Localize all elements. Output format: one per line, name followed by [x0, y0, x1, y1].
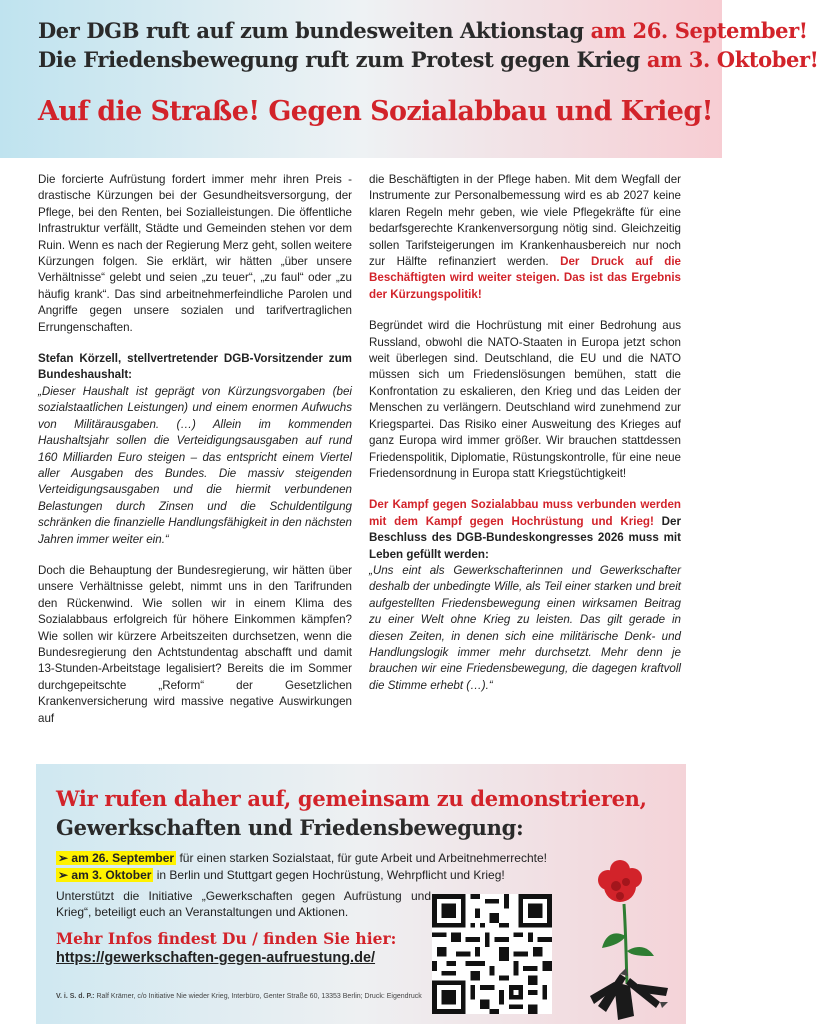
header-banner [0, 0, 818, 158]
paragraph-pflege [369, 172, 681, 303]
bullet-oktober-text: in Berlin und Stuttgart gegen Hochrüstung, Wehrpflicht und Krieg! [153, 868, 505, 882]
paragraph-russland: Begründet wird die Hochrüstung mit einer Bedrohung aus Russland, obwohl die NATO-Staaten in Europa jetzt schon weit überlegen sind. Deutschland, die EU und die NATO müssen sich um Friedenslösungen bemühen, statt die Konfrontation zu eskalieren, den Krieg und das Leiden der Menschen zu verlängern. Deutschland wird zunehmend zur Kriegspartei. Das Risiko einer Ausweitung des Krieges auf ganz Europa wird immer größer. Wir brauchen stattdessen Friedenspolitik, Diplomatie, Rüstungskontrolle, für eine neue Friedensordnung in Europa statt Kriegstüchtigkeit! [369, 319, 681, 480]
call-heading-line1: Wir rufen daher auf, gemeinsam zu demonstrieren, [56, 786, 647, 811]
quote-author: Stefan Körzell, stellvertretender DGB-Vorsitzender zum Bundeshaushalt: [38, 352, 352, 382]
text-column-right [369, 172, 681, 709]
kampf-red: Der Kampf gegen Sozialabbau muss verbunden werden mit dem Kampf gegen Hochrüstung und Krieg! [369, 498, 681, 528]
kampf-bold: Der Beschluss des DGB-Bundeskongresses 2026 muss mit Leben gefüllt werden: [369, 514, 681, 561]
header-lines [38, 16, 818, 74]
imprint [56, 992, 456, 1001]
info-heading: Mehr Infos findest Du / finden Sie hier: [56, 929, 397, 948]
bullet-september-text: für einen starken Sozialstaat, für gute Arbeit und Arbeitnehmerrechte! [176, 851, 547, 865]
carnation-rifles-illustration [580, 856, 680, 1024]
headline: Auf die Straße! Gegen Sozialabbau und Krieg! [38, 96, 713, 127]
paragraph-intro: Die forcierte Aufrüstung fordert immer mehr ihren Preis - drastische Kürzungen bei der Gesundheitsversorgung, der Pflege, bei den Renten, bei Sozialleistungen. Die öffentliche Infrastruktur verfällt, Städte und Gemeinden stehen vor dem Ruin. Wenn es nach der Regierung Merz geht, sollen weitere Kürzungen folgen. Sie erklärt, wir hätten „über unsere Verhältnisse“ gelebt und seien „zu teuer“, „zu faul“ oder „zu häufig krank“. Das sind arbeitnehmerfeindliche Parolen und Angriffe gegen unsere sozialen und tarifvertraglichen Errungenschaften. [38, 173, 352, 334]
call-heading-line2: Gewerkschaften und Friedensbewegung: [56, 815, 524, 840]
paragraph-pflege-red: Der Druck auf die Beschäftigten wird weiter steigen. Das ist das Ergebnis der Kürzungspolitik! [369, 255, 681, 301]
text-column-left [38, 172, 352, 742]
header-line1: Der DGB ruft auf zum bundesweiten Aktionstag [38, 18, 584, 43]
paragraph-pflege-text: die Beschäftigten in der Pflege haben. Mit dem Wegfall der Instrumente zur Personalbemessung wird es ab 2027 keine klaren Regeln mehr geben, wie viele Pflegekräfte für eine bedarfsgerechte Krankenversorgung nötig sind. Gleichzeitig sollen Tarifsteigerungen im Krankenhausbereich nur noch zur Hälfte refinanziert werden. [369, 173, 681, 269]
qr-code[interactable] [432, 894, 552, 1014]
imprint-label: V. i. S. d. P.: [56, 993, 95, 1000]
paragraph-tarif: Doch die Behauptung der Bundesregierung, wir hätten über unsere Verhältnisse gelebt, nimmt uns in den Tarifrunden den Rückenwind. Wie sollen wir in einem Klima des Sozialabbaus erfolgreich für höhere Einkommen kämpfen? Wie sollen wir kürzere Arbeitszeiten durchsetzen, wenn die Bundesregierung den Achtstundentag abschafft und damit 13-Stunden-Arbeitstage legalisiert? Bereits die im Sommer durchgepeitschte „Reform“ der Gesetzlichen Krankenversicherung wird massive negative Auswirkungen auf [38, 563, 352, 725]
quote-koerzell: „Dieser Haushalt ist geprägt von Kürzungsvorgaben (bei sozialstaatlichen Leistungen) und einem enormen Aufwuchs von Militärausgaben. (…) Allein im kommenden Haushaltsjahr sollen die Verteidigungsausgaben auf rund 160 Milliarden Euro steigen – das entspricht einem Viertel aller Ausgaben des Bundes. Die massiv steigenden Verteidigungsausgaben und die hiermit verbundenen Belastungen durch Zinsen und die Schuldentilgung schränken die finanzielle Handlungsfähigkeit in den nächsten Jahren immer weiter ein.“ [38, 384, 352, 546]
bullet-september-date: ➢ am 26. September [58, 851, 175, 865]
header-line2-date: am 3. Oktober! [646, 47, 818, 72]
quote-dgb-beschluss: „Uns eint als Gewerkschafterinnen und Gewerkschafter deshalb der unbedingte Wille, als Teil einer starken und breit aufgestellten Friedensbewegung einen wirksamen Beitrag zu einer Welt ohne Krieg zu leisten. Das gilt gerade in diesen Zeiten, in denen sich eine militärische Denk- und Handlungslogik immer mehr durchsetzt. Mehr denn je brauchen wir eine Friedensbewegung, die dagegen kraftvoll die Stimme erhebt (…).“ [369, 563, 681, 692]
website-link[interactable]: https://gewerkschaften-gegen-aufruestung.de/ [56, 950, 376, 966]
paragraph-kampf [369, 497, 681, 563]
bullet-september [56, 851, 547, 865]
bullet-oktober-date: ➢ am 3. Oktober [58, 868, 152, 882]
imprint-text: Ralf Krämer, c/o Initiative Nie wieder Krieg, Interbüro, Genter Straße 60, 13353 Berlin; Druck: Eigendruck [94, 993, 422, 1000]
bullet-oktober [56, 868, 505, 882]
call-box [36, 764, 686, 1024]
header-line1-date: am 26. September! [590, 18, 808, 43]
support-text: Unterstützt die Initiative „Gewerkschaften gegen Aufrüstung und Krieg“, beteiligt euch an Veranstaltungen und Aktionen. [56, 889, 431, 919]
header-line2: Die Friedensbewegung ruft zum Protest gegen Krieg [38, 47, 640, 72]
